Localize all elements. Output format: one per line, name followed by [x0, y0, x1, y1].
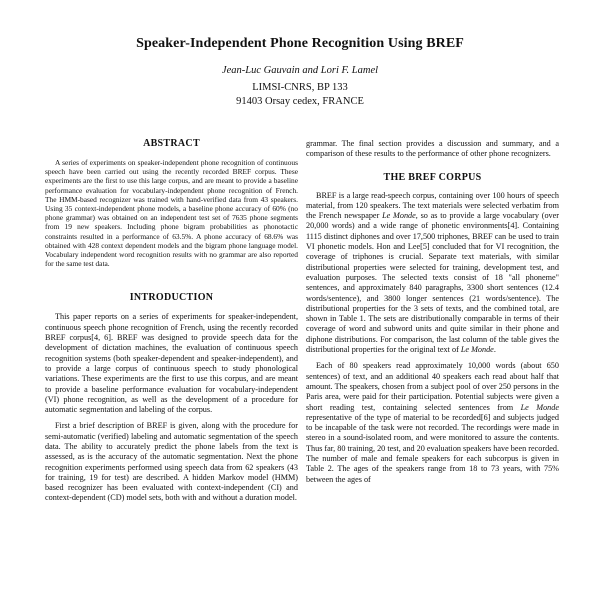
introduction-paragraph-2: First a brief description of BREF is given, along with the procedure for semi-automatic (verified) labeling and automatic segmentation of the speech data. The ability to accurately predict the phone labels from the text is assessed, as is the accuracy of the automatic segmentation. Next the phone recognition experiments performed using speech data from 62 speakers (43 for training, 19 for test) are described. A hidden Markov model (HMM) based recognizer has been evaluated with context-independent (CI) and context-dependent (CD) model sets, both with and without a duration model. — [45, 421, 298, 503]
bref-p2-text-b: representative of the type of material to be recorded[6] and subjects judged to be incapable of the task were not recorded. The recordings were made in stereo in a sound-isolated room, and were monitored to assure the contents. Thus far, 80 training, 20 test, and 20 evaluation speakers have been recorded. The number of male and female speakers for each subcorpus is given in Table 2. The ages of the speakers range from 18 to 73 years, with 75% between the ages of — [306, 412, 559, 484]
affiliation-line-2: 91403 Orsay cedex, FRANCE — [236, 96, 364, 107]
left-column — [45, 138, 298, 504]
affiliation-line-1: LIMSI-CNRS, BP 133 — [252, 82, 348, 93]
bref-paragraph-2 — [306, 361, 559, 485]
introduction-paragraph-1: This paper reports on a series of experiments for speaker-independent, continuous speech phone recognition of French, using the recently recorded BREF corpus[4, 6]. BREF was designed to provide speech data for the development of dictation machines, the evaluation of continuous speech recognition systems (both speaker-dependent and speaker-independent), and to provide a large corpus of continuous speech to study phonological variations. These experiments are the first to use this corpus, and are meant to provide a baseline performance evaluation for vocabulary-independent (VI) phone recognition, as well as the development of a procedure for automatic segmentation and labeling of the corpus. — [45, 312, 298, 415]
bref-p1-text-b: , so as to provide a large vocabulary (over 20,000 words) and a wide range of phonetic environments[4]. Containing 1115 distinct diphones and over 17,500 triphones, BREF can be used to train VI phonetic models. Hon and Lee[5] concluded that for VI recognition, the coverage of triphones is crucial. Separate text materials, with similar distributional properties were selected for training, development test, and evaluation purposes. The selected texts consist of 18 "all phoneme" sentences, and approximately 840 paragraphs, 3300 short sentences (12.4 words/sentence), and 3800 longer sentences (21 words/sentence). The distributional properties for the 3 sets of texts, and the combined total, are shown in Table 1. The sets are distributionally comparable in terms of their coverage of word and subword units and quite similar in their phone and diphone distributions. For comparison, the last column of the table gives the distributional properties for the original text of — [306, 211, 559, 355]
abstract-text: A series of experiments on speaker-independent phone recognition of continuous speech have been carried out using the recently recorded BREF corpus. These experiments are the first to use this large corpus, and are meant to provide a baseline performance evaluation for vocabulary-independent phone recognition of French. The HMM-based recognizer was trained with hand-verified data from 43 speakers. Using 35 context-independent phone models, a baseline phone accuracy of 60% (no phone grammar) was obtained on an independent test set of 7635 phone segments from 19 new speakers. Including phone bigram probabilities as phonotactic constraints resulted in a performance of 63.5%. A phone accuracy of 68.6% was obtained with 428 context dependent models and the bigram phone language model. Vocabulary independent word recognition results with no grammar are also reported for the same test data. — [45, 158, 298, 269]
bref-p1-text-a: BREF is a large read-speech corpus, containing over 100 hours of speech material, from 120 speakers. The text materials were selected verbatim from the French newspaper — [306, 190, 559, 221]
paper-authors: Jean-Luc Gauvain and Lori F. Lamel — [221, 65, 379, 76]
paper-title: Speaker-Independent Phone Recognition Using BREF — [136, 36, 464, 51]
bref-corpus-heading: THE BREF CORPUS — [383, 171, 482, 183]
bref-p2-emphasis: Le Monde — [520, 402, 559, 412]
abstract-section — [45, 158, 298, 268]
bref-corpus-section — [306, 191, 559, 485]
introduction-section — [45, 312, 298, 503]
bref-p1-emphasis-2: Le Monde — [460, 345, 494, 355]
bref-p1-text-c: . — [493, 345, 496, 355]
abstract-heading: ABSTRACT — [143, 138, 200, 149]
section-continuation: grammar. The final section provides a discussion and summary, and a comparison of these results to the performance of other phone recognizers. — [306, 139, 559, 159]
bref-paragraph-1 — [306, 191, 559, 356]
right-column — [306, 139, 559, 485]
introduction-heading: INTRODUCTION — [129, 292, 214, 304]
bref-p2-text-a: Each of 80 speakers read approximately 10,000 words (about 650 sentences) of text, and an additional 40 speakers each read about half that amount. The speakers, chosen from a subject pool of over 250 persons in the Paris area, were paid for their participation. Potential subjects were given a short reading test, containing selected sentences from — [306, 361, 559, 412]
bref-p1-emphasis-1: Le Monde — [382, 211, 416, 221]
